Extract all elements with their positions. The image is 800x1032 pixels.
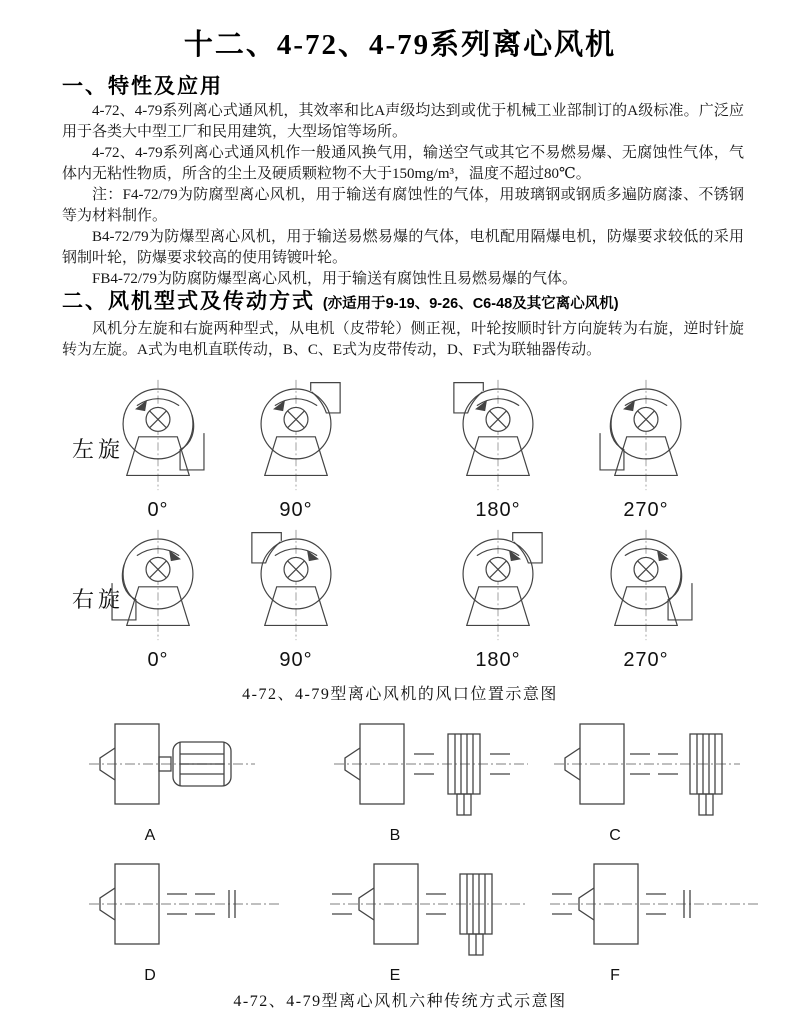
paragraph-5: FB4-72/79为防腐防爆型离心风机，用于输送有腐蚀性且易燃易爆的气体。: [92, 271, 578, 287]
angle-label: 0°: [147, 649, 169, 671]
fan-drawing: [428, 378, 568, 497]
fan-orientation-svg: [428, 528, 568, 642]
transmission-svg: [85, 712, 297, 818]
fan-cell-left-0: [88, 378, 228, 522]
fan-orientation-svg: [88, 528, 228, 642]
paragraph-3: 注：F4-72/79为防腐型离心风机，用于输送有腐蚀性的气体，用玻璃钢或钢质多遍防腐漆、不锈钢等为材料制作。: [62, 187, 744, 224]
transmission-svg: [85, 852, 297, 958]
transmission-cell-F: [550, 852, 780, 985]
transmission-svg: [550, 712, 762, 818]
fan-cell-left-270: [576, 378, 716, 522]
fan-drawing: [88, 528, 228, 647]
section2-body: [62, 319, 744, 361]
fan-drawing: [428, 528, 568, 647]
paragraph-1: 4-72、4-79系列离心式通风机，其效率和比A声级均达到或优于机械工业部制订的A级标准。广泛应用于各类大中型工厂和民用建筑，大型场馆等场所。: [62, 103, 744, 140]
orientation-figure-caption: 4-72、4-79型离心风机的风口位置示意图: [242, 686, 558, 703]
paragraph-4: B4-72/79为防爆型离心风机，用于输送易燃易爆的气体，电机配用隔爆电机，防爆要求较低的采用钢制叶轮，防爆要求较高的使用铸镀叶轮。: [62, 229, 744, 266]
row-label-left-rotation: 左旋: [72, 437, 125, 462]
fan-cell-right-90: [226, 528, 366, 672]
transmission-drawing: [330, 712, 560, 823]
page-title: 十二、4-72、4-79系列离心风机: [183, 29, 617, 61]
transmission-cell-B: [330, 712, 560, 845]
fan-orientation-svg: [576, 528, 716, 642]
fan-cell-left-90: [226, 378, 366, 522]
fan-cell-right-0: [88, 528, 228, 672]
fan-cell-right-180: [428, 528, 568, 672]
fan-orientation-svg: [226, 528, 366, 642]
section2-heading-text: 二、风机型式及传动方式: [62, 290, 315, 313]
paragraph-2: 4-72、4-79系列离心式通风机作一般通风换气用，输送空气或其它不易燃易爆、无腐蚀性气体，气体内无粘性物质，所含的尘土及硬质颗粒物不大于150mg/m³，温度不超过80℃。: [62, 145, 744, 182]
transmission-drawing: [550, 712, 780, 823]
angle-label: 180°: [475, 649, 521, 671]
transmission-cell-D: [85, 852, 315, 985]
fan-drawing: [576, 378, 716, 497]
fan-drawing: [576, 528, 716, 647]
angle-label: 270°: [623, 649, 669, 671]
section1-body: [62, 101, 744, 290]
angle-label: 90°: [279, 649, 313, 671]
fan-orientation-svg: [428, 378, 568, 492]
angle-label: 90°: [279, 499, 313, 521]
section1-heading: 一、特性及应用: [62, 75, 223, 98]
transmission-drawing: [330, 852, 560, 963]
section2-heading-note: (亦适用于9-19、9-26、C6-48及其它离心风机): [322, 296, 619, 312]
fan-orientation-svg: [576, 378, 716, 492]
angle-label: 180°: [475, 499, 521, 521]
transmission-label: F: [610, 967, 620, 984]
angle-label: 270°: [623, 499, 669, 521]
fan-drawing: [226, 378, 366, 497]
paragraph-6: 风机分左旋和右旋两种型式，从电机（皮带轮）侧正视，叶轮按顺时针方向旋转为右旋，逆时针旋转为左旋。A式为电机直联传动，B、C、E式为皮带传动，D、F式为联轴器传动。: [62, 321, 744, 358]
transmission-label: B: [389, 827, 401, 844]
fan-orientation-svg: [226, 378, 366, 492]
fan-drawing: [226, 528, 366, 647]
section2-heading: [62, 285, 619, 315]
transmission-cell-E: [330, 852, 560, 985]
transmission-drawing: [550, 852, 780, 963]
transmission-svg: [330, 712, 542, 818]
transmission-label: D: [144, 967, 156, 984]
transmission-drawing: [85, 852, 315, 963]
row-label-right-rotation: 右旋: [72, 587, 125, 612]
transmission-label: E: [389, 967, 401, 984]
fan-cell-right-270: [576, 528, 716, 672]
transmission-drawing: [85, 712, 315, 823]
transmission-svg: [330, 852, 542, 958]
angle-label: 0°: [147, 499, 169, 521]
transmission-label: A: [144, 827, 156, 844]
transmission-cell-A: [85, 712, 315, 845]
transmission-label: C: [609, 827, 621, 844]
transmission-cell-C: [550, 712, 780, 845]
fan-drawing: [88, 378, 228, 497]
transmission-svg: [550, 852, 762, 958]
transmission-figure-caption: 4-72、4-79型离心风机六种传统方式示意图: [233, 993, 567, 1010]
fan-orientation-svg: [88, 378, 228, 492]
fan-cell-left-180: [428, 378, 568, 522]
